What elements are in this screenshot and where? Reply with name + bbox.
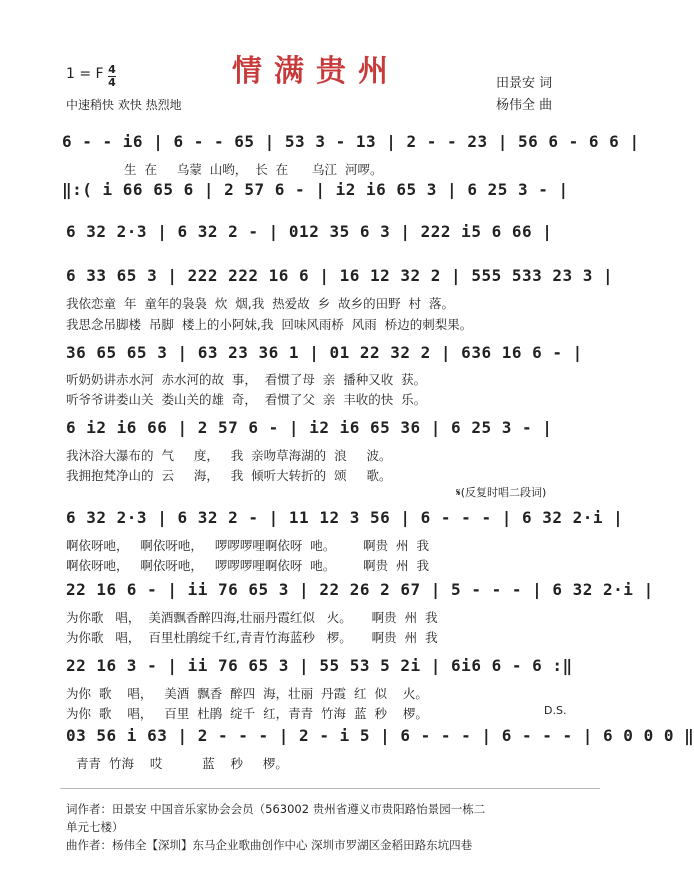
footer-line-2: 单元七楼） (66, 820, 124, 834)
score-row-9-lyrics-verse2: 为你 歌 唱， 百里 杜鹃 绽千 红，青青 竹海 蓝 秒 椤。 (66, 706, 428, 721)
score-row-10-lyrics: 青青 竹海 哎 蓝 秒 椤。 (76, 756, 288, 771)
footer-divider (60, 788, 600, 789)
score-row-5-lyrics-verse1: 听奶奶讲赤水河 赤水河的故 事， 看惯了母 亲 播种又收 获。 (66, 372, 427, 387)
score-row-7-lyrics-verse1: 啊依呀吔， 啊依呀吔， 啰啰啰哩啊依呀 吔。 啊贵 州 我 (66, 538, 429, 553)
footer-line-1: 词作者：田景安 中国音乐家协会会员（563002 贵州省遵义市贵阳路怡景园一栋二 (66, 802, 486, 816)
score-row-6-lyrics-verse2: 我拥抱梵净山的 云 海， 我 倾听大转折的 颂 歌。 (66, 468, 392, 483)
segno-repeat-note: 𝄋(反复时唱二段词) (456, 486, 547, 499)
score-row-4-notes: 6 33 65 3 | 222 222 16 6 | 16 12 32 2 | 555 533 23 3 | (66, 266, 614, 285)
score-row-7-lyrics-verse2: 啊依呀吔， 啊依呀吔， 啰啰啰哩啊依呀 吔。 啊贵 州 我 (66, 558, 429, 573)
segno-icon: 𝄋 (456, 486, 461, 499)
time-signature-bottom: 4 (108, 76, 116, 89)
score-row-6-notes: 6 i2 i6 66 | 2 57 6 - | i2 i6 65 36 | 6 25 3 - | (66, 418, 553, 437)
lyricist-credit: 田景安 词 (496, 76, 553, 91)
score-row-10-notes: 03 56 i 63 | 2 - - - | 2 - i 5 | 6 - - - | 6 - - - | 6 0 0 0 ‖ (66, 726, 694, 745)
score-row-6-lyrics-verse1: 我沐浴大瀑布的 气 度， 我 亲吻草海湖的 浪 波。 (66, 448, 392, 463)
key-signature: 1 = F (66, 66, 104, 82)
score-row-3-notes: 6 32 2·3 | 6 32 2 - | 012 35 6 3 | 222 i5 6 66 | (66, 222, 553, 241)
score-row-9-notes: 22 16 3 - | ii 76 65 3 | 55 53 5 2i | 6i6 6 - 6 :‖ (66, 656, 573, 675)
time-signature (108, 64, 116, 88)
score-row-4-lyrics-verse2: 我思念吊脚楼 吊脚 楼上的小阿妹,我 回味风雨桥 风雨 桥边的刺梨果。 (66, 317, 473, 332)
score-row-5-notes: 36 65 65 3 | 63 23 36 1 | 01 22 32 2 | 636 16 6 - | (66, 343, 583, 362)
score-row-8-lyrics-verse1: 为你歌 唱， 美酒飘香醉四海,壮丽丹霞红似 火。 啊贵 州 我 (66, 610, 438, 625)
score-row-2-notes: ‖:( i 66 65 6 | 2 57 6 - | i2 i6 65 3 | 6 25 3 - | (62, 180, 569, 199)
time-signature-top: 4 (108, 63, 116, 76)
score-row-7-notes: 6 32 2·3 | 6 32 2 - | 11 12 3 56 | 6 - - - | 6 32 2·i | (66, 508, 624, 527)
tempo-marking: 中速稍快 欢快 热烈地 (66, 98, 182, 112)
footer-credits (66, 800, 601, 854)
score-row-9-lyrics-verse1: 为你 歌 唱， 美酒 飘香 醉四 海，壮丽 丹霞 红 似 火。 (66, 686, 428, 701)
composer-credit: 杨伟全 曲 (496, 98, 553, 113)
song-title: 情满贵州 (232, 54, 400, 89)
ds-mark: D.S. (544, 704, 567, 717)
score-row-5-lyrics-verse2: 听爷爷讲娄山关 娄山关的雄 奇， 看惯了父 亲 丰收的快 乐。 (66, 392, 427, 407)
score-row-8-lyrics-verse2: 为你歌 唱， 百里杜鹃绽千红,青青竹海蓝秒 椤。 啊贵 州 我 (66, 630, 438, 645)
score-row-8-notes: 22 16 6 - | ii 76 65 3 | 22 26 2 67 | 5 - - - | 6 32 2·i | (66, 580, 654, 599)
score-row-1-lyrics: 生 在 乌蒙 山哟， 长 在 乌江 河啰。 (124, 162, 383, 177)
footer-line-3: 曲作者：杨伟全【深圳】东马企业歌曲创作中心 深圳市罗湖区金稻田路东坑四巷 (66, 838, 473, 852)
score-row-1-notes: 6 - - i6 | 6 - - 65 | 53 3 - 13 | 2 - - 23 | 56 6 - 6 6 | (62, 132, 640, 151)
score-row-4-lyrics-verse1: 我依恋童 年 童年的袅袅 炊 烟,我 热爱故 乡 故乡的田野 村 落。 (66, 296, 454, 311)
